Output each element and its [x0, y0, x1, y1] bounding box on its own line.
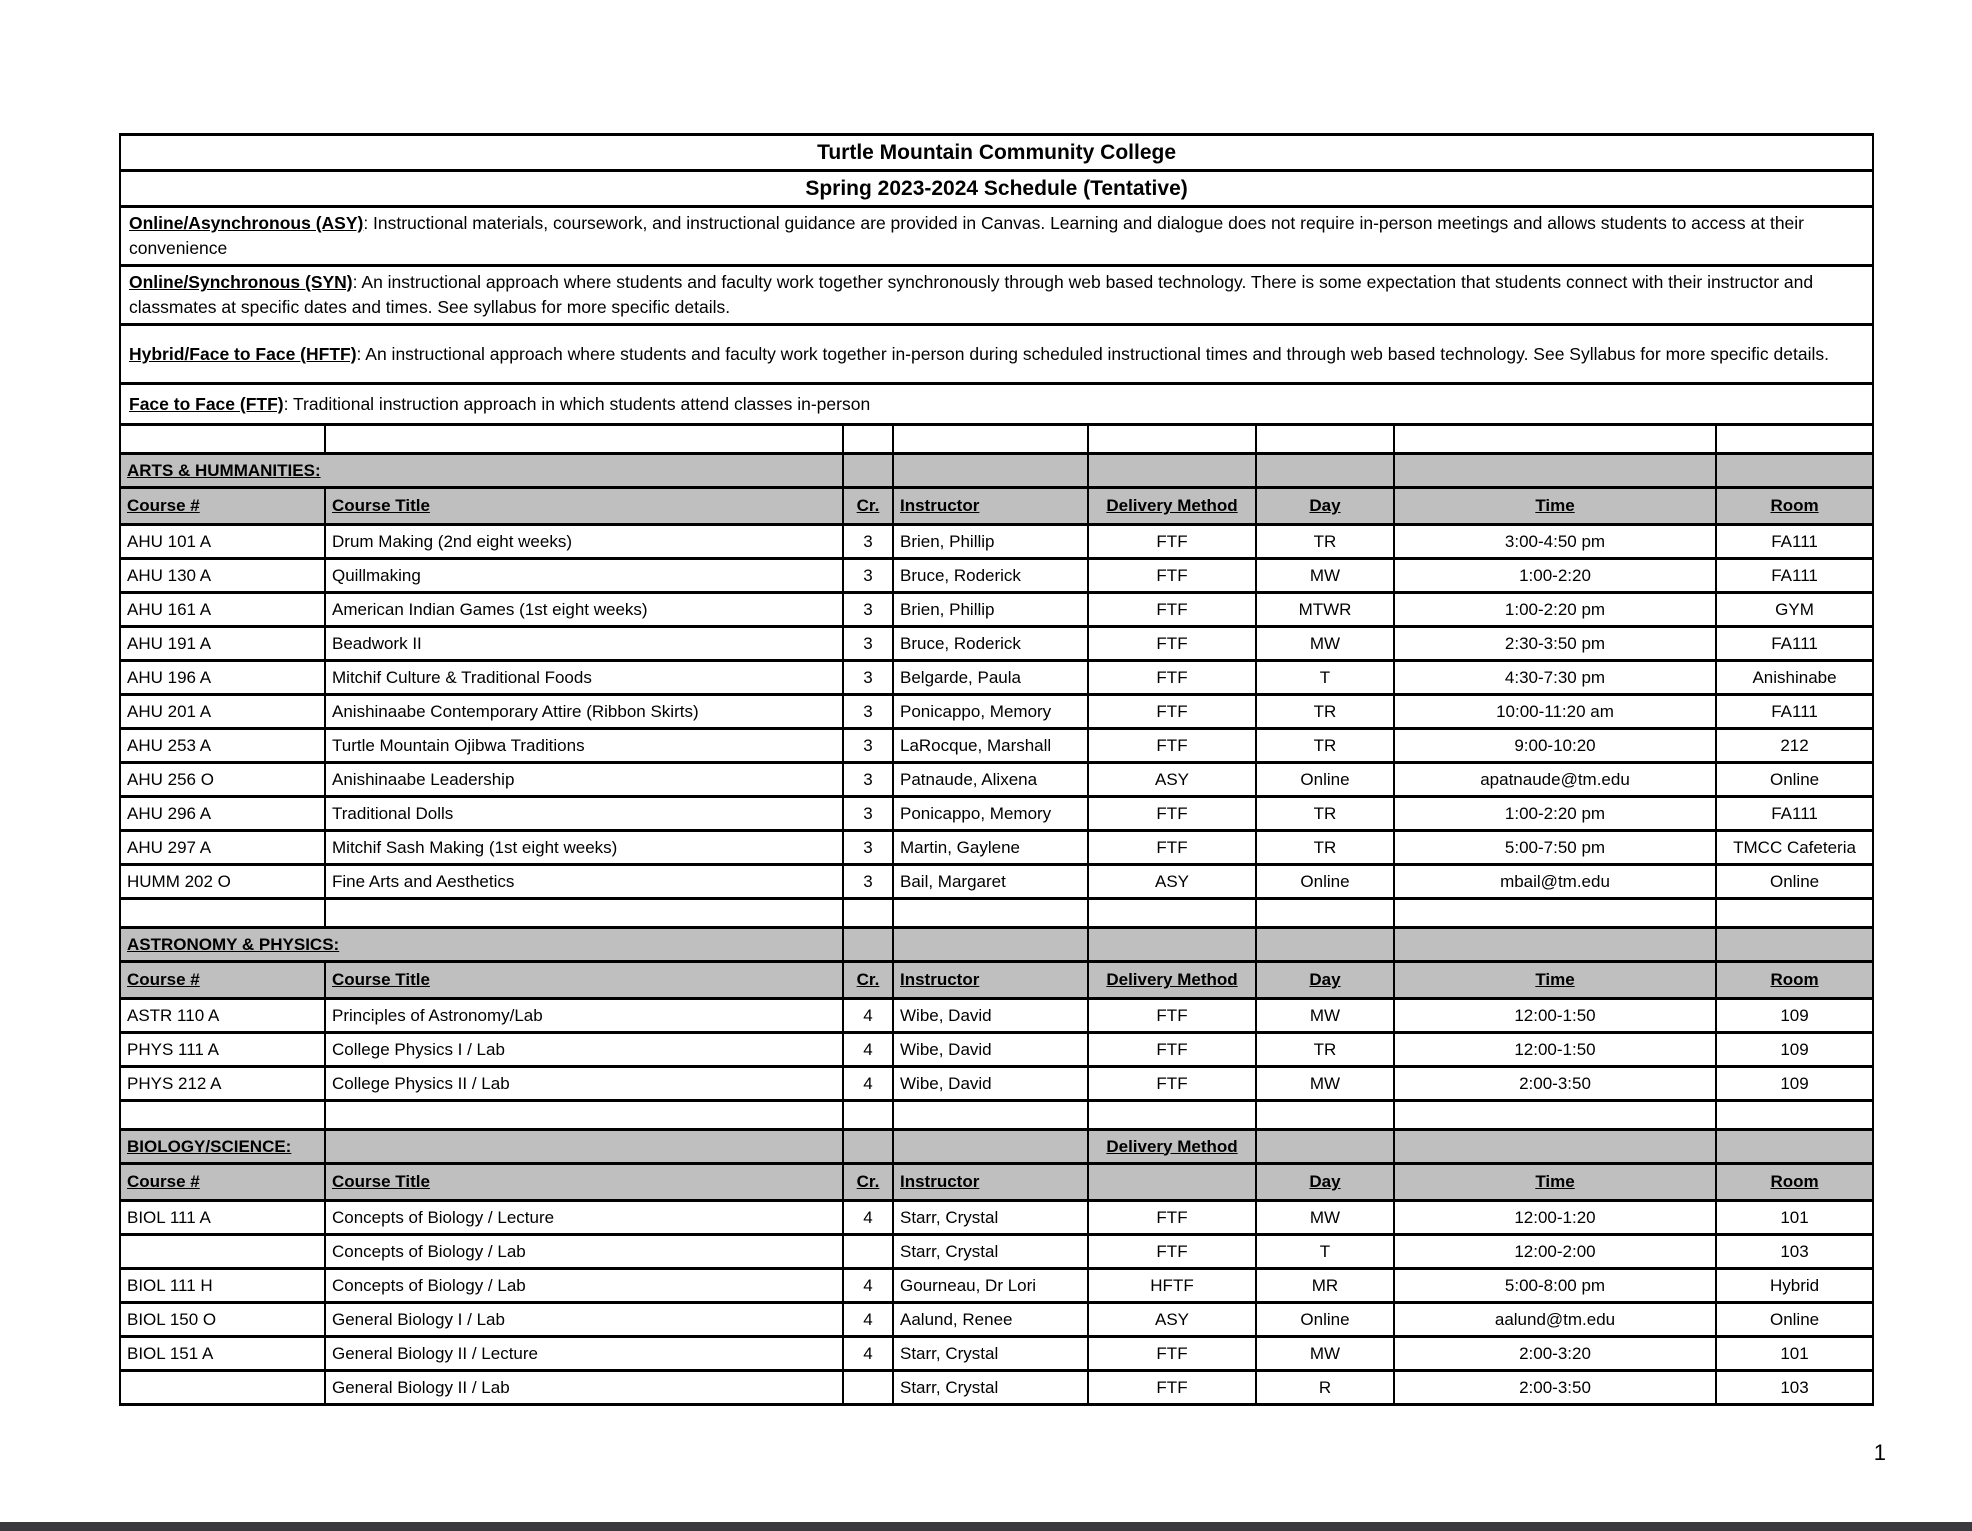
data-cell: 3 — [843, 729, 893, 763]
legend-text-ftf: : Traditional instruction approach in which students attend classes in-person — [283, 393, 871, 414]
data-cell: Starr, Crystal — [893, 1201, 1088, 1235]
data-cell: Drum Making (2nd eight weeks) — [325, 525, 843, 559]
column-header-row — [120, 1164, 1873, 1201]
data-cell: AHU 296 A — [120, 797, 325, 831]
data-cell: Principles of Astronomy/Lab — [325, 999, 843, 1033]
data-cell: Starr, Crystal — [893, 1337, 1088, 1371]
data-cell: 12:00-2:00 — [1394, 1235, 1716, 1269]
data-cell: American Indian Games (1st eight weeks) — [325, 593, 843, 627]
column-header: Course Title — [325, 962, 843, 999]
data-cell: 10:00-11:20 am — [1394, 695, 1716, 729]
data-cell: 3:00-4:50 pm — [1394, 525, 1716, 559]
data-cell: 2:00-3:20 — [1394, 1337, 1716, 1371]
data-cell: Aalund, Renee — [893, 1303, 1088, 1337]
legend-label-asy: Online/Asynchronous (ASY) — [129, 213, 364, 234]
data-cell: Mitchif Sash Making (1st eight weeks) — [325, 831, 843, 865]
course-row — [120, 695, 1873, 729]
section-delivery-label — [1088, 454, 1256, 488]
empty-cell — [1716, 425, 1873, 454]
data-cell: TMCC Cafeteria — [1716, 831, 1873, 865]
data-cell: 101 — [1716, 1337, 1873, 1371]
data-cell: 4 — [843, 1201, 893, 1235]
empty-cell — [1394, 928, 1716, 962]
data-cell: Bruce, Roderick — [893, 559, 1088, 593]
course-row — [120, 865, 1873, 899]
empty-cell — [1394, 425, 1716, 454]
column-header: Course # — [120, 488, 325, 525]
data-cell: Brien, Phillip — [893, 593, 1088, 627]
empty-cell — [1716, 1130, 1873, 1164]
data-cell: TR — [1256, 1033, 1394, 1067]
empty-cell — [1394, 899, 1716, 928]
legend-text-hftf: : An instructional approach where students and faculty work together in-person during scheduled instructional times and through web based technology. See Syllabus for more specific details. — [356, 343, 1829, 364]
data-cell: BIOL 151 A — [120, 1337, 325, 1371]
data-cell: General Biology II / Lecture — [325, 1337, 843, 1371]
data-cell: AHU 297 A — [120, 831, 325, 865]
subtitle-row — [120, 171, 1873, 207]
data-cell: FTF — [1088, 661, 1256, 695]
column-header-row — [120, 488, 1873, 525]
legend-row-asy — [120, 207, 1873, 266]
data-cell: 3 — [843, 695, 893, 729]
data-cell: PHYS 111 A — [120, 1033, 325, 1067]
empty-cell — [1256, 928, 1394, 962]
doc-subtitle: Spring 2023-2024 Schedule (Tentative) — [120, 171, 1873, 207]
data-cell: FTF — [1088, 627, 1256, 661]
data-cell: 101 — [1716, 1201, 1873, 1235]
column-header: Room — [1716, 488, 1873, 525]
data-cell: MW — [1256, 999, 1394, 1033]
data-cell: AHU 130 A — [120, 559, 325, 593]
data-cell: FA111 — [1716, 695, 1873, 729]
data-cell: 4 — [843, 999, 893, 1033]
data-cell: General Biology I / Lab — [325, 1303, 843, 1337]
data-cell: 3 — [843, 525, 893, 559]
data-cell: Online — [1256, 763, 1394, 797]
separator-row — [120, 425, 1873, 454]
empty-cell — [893, 454, 1088, 488]
data-cell: Online — [1256, 865, 1394, 899]
data-cell: BIOL 111 A — [120, 1201, 325, 1235]
data-cell: 103 — [1716, 1371, 1873, 1405]
data-cell: Martin, Gaylene — [893, 831, 1088, 865]
empty-cell — [1716, 928, 1873, 962]
empty-cell — [843, 1101, 893, 1130]
course-row — [120, 525, 1873, 559]
empty-cell — [843, 928, 893, 962]
data-cell: ASY — [1088, 1303, 1256, 1337]
data-cell: Wibe, David — [893, 999, 1088, 1033]
section-delivery-label — [1088, 928, 1256, 962]
data-cell: 9:00-10:20 — [1394, 729, 1716, 763]
course-row — [120, 999, 1873, 1033]
course-row — [120, 559, 1873, 593]
empty-cell — [1394, 454, 1716, 488]
data-cell: FTF — [1088, 999, 1256, 1033]
data-cell: FTF — [1088, 1337, 1256, 1371]
data-cell: Fine Arts and Aesthetics — [325, 865, 843, 899]
data-cell: 4 — [843, 1303, 893, 1337]
empty-cell — [325, 1101, 843, 1130]
data-cell: 3 — [843, 797, 893, 831]
empty-cell — [325, 899, 843, 928]
section-row — [120, 928, 1873, 962]
empty-cell — [1088, 899, 1256, 928]
data-cell: AHU 191 A — [120, 627, 325, 661]
empty-cell — [893, 1130, 1088, 1164]
data-cell: Bruce, Roderick — [893, 627, 1088, 661]
course-row — [120, 1371, 1873, 1405]
data-cell: Turtle Mountain Ojibwa Traditions — [325, 729, 843, 763]
column-header: Day — [1256, 1164, 1394, 1201]
empty-cell — [843, 425, 893, 454]
empty-cell — [120, 1235, 325, 1269]
data-cell: General Biology II / Lab — [325, 1371, 843, 1405]
data-cell: 5:00-8:00 pm — [1394, 1269, 1716, 1303]
empty-cell — [843, 454, 893, 488]
empty-cell — [893, 1101, 1088, 1130]
column-header: Delivery Method — [1088, 488, 1256, 525]
column-header-row — [120, 962, 1873, 999]
data-cell: TR — [1256, 525, 1394, 559]
data-cell: FTF — [1088, 525, 1256, 559]
empty-cell — [1256, 454, 1394, 488]
data-cell: FTF — [1088, 1371, 1256, 1405]
empty-cell — [1256, 425, 1394, 454]
data-cell: 3 — [843, 559, 893, 593]
data-cell: HFTF — [1088, 1269, 1256, 1303]
data-cell: FA111 — [1716, 525, 1873, 559]
data-cell: FA111 — [1716, 559, 1873, 593]
course-row — [120, 1201, 1873, 1235]
data-cell: MW — [1256, 627, 1394, 661]
column-header: Time — [1394, 488, 1716, 525]
data-cell: 3 — [843, 831, 893, 865]
empty-cell — [1394, 1101, 1716, 1130]
empty-cell — [1088, 1101, 1256, 1130]
data-cell: TR — [1256, 695, 1394, 729]
empty-cell — [1716, 899, 1873, 928]
empty-cell — [1256, 1130, 1394, 1164]
data-cell: Concepts of Biology / Lab — [325, 1235, 843, 1269]
empty-cell — [1088, 425, 1256, 454]
data-cell: 103 — [1716, 1235, 1873, 1269]
column-header: Instructor — [893, 488, 1088, 525]
empty-cell — [325, 1130, 843, 1164]
data-cell: LaRocque, Marshall — [893, 729, 1088, 763]
data-cell: 3 — [843, 627, 893, 661]
data-cell: ASTR 110 A — [120, 999, 325, 1033]
empty-cell — [1394, 1130, 1716, 1164]
column-header: Cr. — [843, 962, 893, 999]
separator-row — [120, 899, 1873, 928]
data-cell: apatnaude@tm.edu — [1394, 763, 1716, 797]
column-header: Instructor — [893, 1164, 1088, 1201]
column-header: Room — [1716, 962, 1873, 999]
data-cell: 2:00-3:50 — [1394, 1371, 1716, 1405]
course-row — [120, 729, 1873, 763]
empty-cell — [1256, 1101, 1394, 1130]
data-cell: FA111 — [1716, 797, 1873, 831]
data-cell: Concepts of Biology / Lab — [325, 1269, 843, 1303]
data-cell: Anishinabe — [1716, 661, 1873, 695]
data-cell: FTF — [1088, 559, 1256, 593]
column-header: Course # — [120, 962, 325, 999]
data-cell: Concepts of Biology / Lecture — [325, 1201, 843, 1235]
data-cell: Online — [1256, 1303, 1394, 1337]
data-cell: FTF — [1088, 1235, 1256, 1269]
column-header: Time — [1394, 1164, 1716, 1201]
data-cell: 12:00-1:50 — [1394, 1033, 1716, 1067]
section-row — [120, 1130, 1873, 1164]
column-header: Cr. — [843, 488, 893, 525]
course-row — [120, 661, 1873, 695]
course-row — [120, 831, 1873, 865]
section-row — [120, 454, 1873, 488]
data-cell: BIOL 111 H — [120, 1269, 325, 1303]
data-cell: 4 — [843, 1337, 893, 1371]
data-cell: FTF — [1088, 797, 1256, 831]
data-cell: MW — [1256, 1201, 1394, 1235]
data-cell: 2:30-3:50 pm — [1394, 627, 1716, 661]
data-cell: AHU 161 A — [120, 593, 325, 627]
data-cell: Online — [1716, 763, 1873, 797]
empty-cell — [1716, 1101, 1873, 1130]
legend-row-syn — [120, 266, 1873, 325]
data-cell: GYM — [1716, 593, 1873, 627]
course-row — [120, 1303, 1873, 1337]
data-cell: College Physics II / Lab — [325, 1067, 843, 1101]
data-cell: Patnaude, Alixena — [893, 763, 1088, 797]
data-cell: ASY — [1088, 865, 1256, 899]
data-cell: Hybrid — [1716, 1269, 1873, 1303]
empty-header-cell — [1088, 1164, 1256, 1201]
window-bottom-bar — [0, 1522, 1972, 1531]
data-cell: 3 — [843, 865, 893, 899]
data-cell: Beadwork II — [325, 627, 843, 661]
data-cell: Starr, Crystal — [893, 1235, 1088, 1269]
data-cell: aalund@tm.edu — [1394, 1303, 1716, 1337]
empty-cell — [843, 1130, 893, 1164]
data-cell: BIOL 150 O — [120, 1303, 325, 1337]
data-cell: 4 — [843, 1269, 893, 1303]
data-cell: Starr, Crystal — [893, 1371, 1088, 1405]
legend-row-hftf — [120, 325, 1873, 384]
data-cell: 5:00-7:50 pm — [1394, 831, 1716, 865]
section-label: ARTS & HUMMANITIES: — [120, 454, 843, 488]
data-cell: 212 — [1716, 729, 1873, 763]
column-header: Cr. — [843, 1164, 893, 1201]
data-cell: Online — [1716, 1303, 1873, 1337]
course-row — [120, 627, 1873, 661]
data-cell: 3 — [843, 661, 893, 695]
data-cell: Wibe, David — [893, 1033, 1088, 1067]
empty-cell — [1256, 899, 1394, 928]
data-cell: 3 — [843, 763, 893, 797]
course-row — [120, 763, 1873, 797]
course-row — [120, 1067, 1873, 1101]
data-cell: Anishinaabe Leadership — [325, 763, 843, 797]
data-cell: College Physics I / Lab — [325, 1033, 843, 1067]
empty-cell — [893, 928, 1088, 962]
empty-cell — [120, 1101, 325, 1130]
empty-cell — [120, 899, 325, 928]
section-label: BIOLOGY/SCIENCE: — [120, 1130, 325, 1164]
data-cell: AHU 256 O — [120, 763, 325, 797]
data-cell: FA111 — [1716, 627, 1873, 661]
column-header: Course # — [120, 1164, 325, 1201]
empty-cell — [893, 425, 1088, 454]
data-cell: FTF — [1088, 729, 1256, 763]
legend-label-ftf: Face to Face (FTF) — [129, 393, 284, 414]
data-cell: ASY — [1088, 763, 1256, 797]
page-number: 1 — [1873, 1440, 1886, 1465]
data-cell: T — [1256, 1235, 1394, 1269]
data-cell: Belgarde, Paula — [893, 661, 1088, 695]
course-row — [120, 1033, 1873, 1067]
data-cell: MTWR — [1256, 593, 1394, 627]
data-cell: TR — [1256, 729, 1394, 763]
legend-label-syn: Online/Synchronous (SYN) — [129, 272, 353, 293]
title-row — [120, 135, 1873, 171]
data-cell: 1:00-2:20 — [1394, 559, 1716, 593]
section-delivery-label: Delivery Method — [1088, 1130, 1256, 1164]
empty-cell — [325, 425, 843, 454]
empty-cell — [120, 1371, 325, 1405]
data-cell: TR — [1256, 831, 1394, 865]
data-cell: 12:00-1:50 — [1394, 999, 1716, 1033]
data-cell: PHYS 212 A — [120, 1067, 325, 1101]
column-header: Delivery Method — [1088, 962, 1256, 999]
course-row — [120, 797, 1873, 831]
data-cell: FTF — [1088, 1033, 1256, 1067]
empty-cell — [893, 899, 1088, 928]
data-cell: FTF — [1088, 1201, 1256, 1235]
data-cell: R — [1256, 1371, 1394, 1405]
data-cell: 12:00-1:20 — [1394, 1201, 1716, 1235]
data-cell: Bail, Margaret — [893, 865, 1088, 899]
data-cell: mbail@tm.edu — [1394, 865, 1716, 899]
course-row — [120, 593, 1873, 627]
data-cell: 3 — [843, 593, 893, 627]
data-cell: 1:00-2:20 pm — [1394, 593, 1716, 627]
data-cell: HUMM 202 O — [120, 865, 325, 899]
column-header: Day — [1256, 488, 1394, 525]
data-cell: Ponicappo, Memory — [893, 797, 1088, 831]
course-row — [120, 1235, 1873, 1269]
title-and-legend-rows — [120, 135, 1873, 425]
schedule-table — [119, 133, 1874, 1406]
data-cell: 2:00-3:50 — [1394, 1067, 1716, 1101]
data-cell: AHU 101 A — [120, 525, 325, 559]
data-cell: 4 — [843, 1033, 893, 1067]
column-header: Time — [1394, 962, 1716, 999]
doc-title: Turtle Mountain Community College — [120, 135, 1873, 171]
data-cell: Mitchif Culture & Traditional Foods — [325, 661, 843, 695]
data-cell: T — [1256, 661, 1394, 695]
column-header: Course Title — [325, 488, 843, 525]
data-cell: Traditional Dolls — [325, 797, 843, 831]
data-cell: 1:00-2:20 pm — [1394, 797, 1716, 831]
data-cell: 109 — [1716, 1067, 1873, 1101]
data-cell: TR — [1256, 797, 1394, 831]
data-cell: 109 — [1716, 999, 1873, 1033]
data-cell: Ponicappo, Memory — [893, 695, 1088, 729]
data-cell: AHU 196 A — [120, 661, 325, 695]
schedule-body — [120, 425, 1873, 1405]
data-cell: Gourneau, Dr Lori — [893, 1269, 1088, 1303]
legend-text-syn: : An instructional approach where students and faculty work together synchronously through web based technology. There is some expectation that students connect with their instructor and classmates at specific dates and times. See syllabus for more specific details. — [129, 272, 1814, 317]
data-cell: FTF — [1088, 1067, 1256, 1101]
column-header: Course Title — [325, 1164, 843, 1201]
column-header: Instructor — [893, 962, 1088, 999]
empty-cell — [843, 1371, 893, 1405]
empty-cell — [843, 899, 893, 928]
legend-row-ftf — [120, 384, 1873, 425]
data-cell: 109 — [1716, 1033, 1873, 1067]
data-cell: AHU 253 A — [120, 729, 325, 763]
column-header: Room — [1716, 1164, 1873, 1201]
data-cell: MW — [1256, 1067, 1394, 1101]
data-cell: FTF — [1088, 831, 1256, 865]
data-cell: FTF — [1088, 593, 1256, 627]
data-cell: Online — [1716, 865, 1873, 899]
data-cell: AHU 201 A — [120, 695, 325, 729]
course-row — [120, 1269, 1873, 1303]
data-cell: 4 — [843, 1067, 893, 1101]
data-cell: MR — [1256, 1269, 1394, 1303]
data-cell: MW — [1256, 1337, 1394, 1371]
data-cell: Brien, Phillip — [893, 525, 1088, 559]
data-cell: MW — [1256, 559, 1394, 593]
data-cell: FTF — [1088, 695, 1256, 729]
legend-label-hftf: Hybrid/Face to Face (HFTF) — [129, 343, 357, 364]
legend-text-asy: : Instructional materials, coursework, and instructional guidance are provided in Canvas. Learning and dialogue does not require in-person meetings and allows students to access at their convenience — [129, 213, 1805, 258]
empty-cell — [1716, 454, 1873, 488]
data-cell: Quillmaking — [325, 559, 843, 593]
column-header: Day — [1256, 962, 1394, 999]
empty-cell — [843, 1235, 893, 1269]
empty-cell — [120, 425, 325, 454]
course-row — [120, 1337, 1873, 1371]
data-cell: Wibe, David — [893, 1067, 1088, 1101]
section-label: ASTRONOMY & PHYSICS: — [120, 928, 843, 962]
data-cell: 4:30-7:30 pm — [1394, 661, 1716, 695]
separator-row — [120, 1101, 1873, 1130]
data-cell: Anishinaabe Contemporary Attire (Ribbon Skirts) — [325, 695, 843, 729]
